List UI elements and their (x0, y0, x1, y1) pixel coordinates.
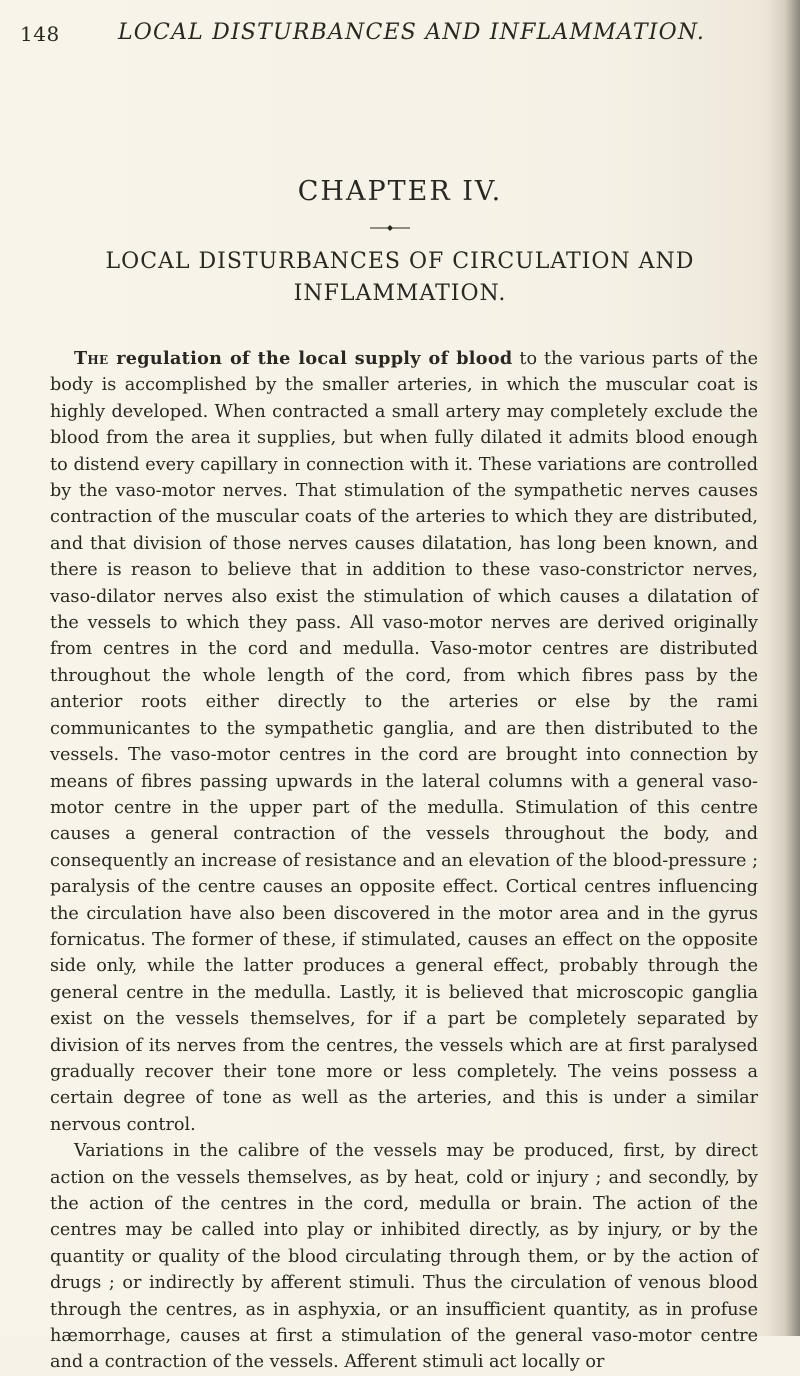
paragraph-text: Variations in the calibre of the vessels may be produced, first, by direct action on the vessels themselves, as by heat, cold or injury ; and secondly, by the action of the centres in the cord, medulla or brain. The action of the centres may be called into play or inhibited directly, as by injury, or by the quantity or quality of the blood circulating through them, or by the action of drugs ; or indirectly by afferent stimuli. Thus the circulation of venous blood through the centres, as in asphyxia, or an insufficient quantity, as in profuse hæmorrhage, causes at first a stimulation of the general vaso-motor centre and a contraction of the vessels. Afferent stimuli act locally or (50, 1141, 758, 1373)
paragraph-text: to the various parts of the body is accomplished by the smaller arteries, in which the muscular coat is highly developed. When contracted a small artery may completely exclude the blood from the area it supplies, but when fully dilated it admits blood enough to distend every capillary in connection with it. These variations are controlled by the vaso-motor nerves. That stimulation of the sympathetic nerves causes contraction of the muscular coats of the arteries to which they are distributed, and that division of those nerves causes dilatation, has long been known, and there is reason to believe that in addition to these vaso-constrictor nerves, vaso-dilator nerves also exist the stimulation of which causes a dilatation of the vessels to which they pass. All vaso-motor nerves are derived originally from centres in the cord and medulla. Vaso-motor centres are distributed throughout the whole length of the cord, from which fibres pass by the anterior roots either directly to the arteries or else by the rami communicantes to the sympathetic ganglia, and are then distributed to the vessels. The vaso-motor centres in the cord are brought into connection by means of fibres passing upwards in the lateral columns with a general vaso-motor centre in the upper part of the medulla. Stimulation of this centre causes a general contraction of the vessels throughout the body, and consequently an increase of resistance and an elevation of the blood-pressure ; paralysis of the centre causes an opposite effect. Cortical centres influencing the circulation have also been discovered in the motor area and in the gyrus fornicatus. The former of these, if stimulated, causes an effect on the opposite side only, while the latter produces a general effect, probably through the general centre in the medulla. Lastly, it is believed that microscopic ganglia exist on the vessels themselves, for if a part be completely separated by division of its nerves from the centres, the vessels which are at first paralysed gradually recover their tone more or less completely. The veins possess a certain degree of tone as well as the arteries, and this is under a similar nervous control. (50, 349, 759, 1135)
section-title: LOCAL DISTURBANCES OF CIRCULATION AND INFLAMMATION. (105, 249, 695, 306)
body-text (50, 346, 758, 1376)
page-number: 148 (20, 22, 60, 46)
running-title: LOCAL DISTURBANCES AND INFLAMMATION. (118, 20, 706, 45)
lead-in-first-word: The (74, 348, 109, 369)
lead-in-phrase: regulation of the local supply of blood (116, 348, 513, 369)
divider-ornament (368, 224, 412, 232)
paragraph (50, 346, 758, 1138)
chapter-title: CHAPTER IV. (297, 176, 503, 207)
page-edge-shadow (766, 0, 800, 1336)
paragraph (50, 1138, 758, 1376)
lead-in (74, 348, 512, 369)
running-head (20, 20, 760, 56)
